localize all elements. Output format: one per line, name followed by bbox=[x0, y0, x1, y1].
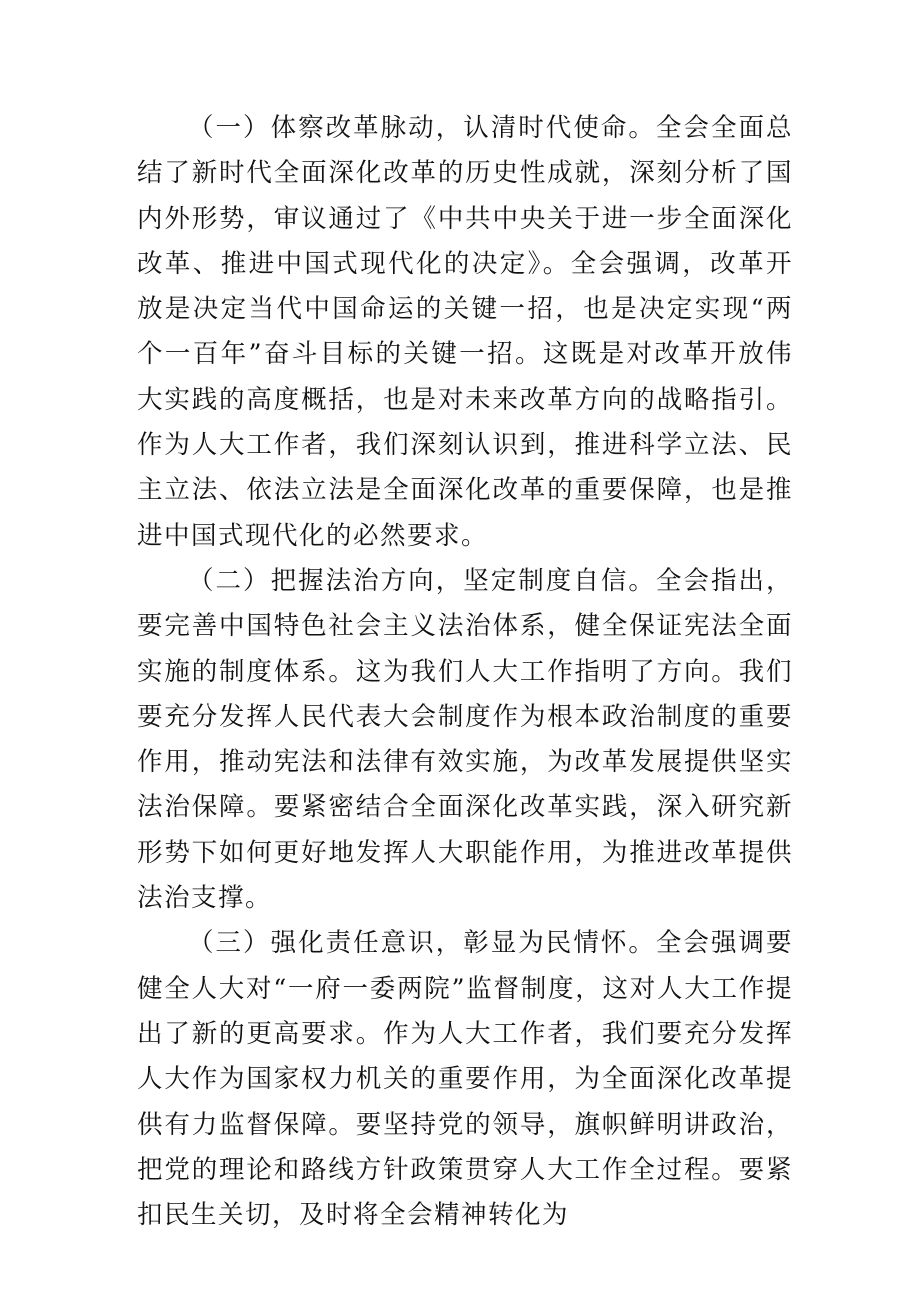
paragraph-rule-of-law: （二）把握法治方向，坚定制度自信。全会指出，要完善中国特色社会主义法治体系，健全保证宪法全面实施的制度体系。这为我们人大工作指明了方向。我们要充分发挥人民代表大会制度作为根本政治制度的重要作用，推动宪法和法律有效实施，为改革发展提供坚实法治保障。要紧密结合全面深化改革实践，深入研究新形势下如何更好地发挥人大职能作用，为推进改革提供法治支撑。 bbox=[137, 565, 793, 914]
document-body bbox=[137, 106, 793, 1238]
paragraph-reform-pulse: （一）体察改革脉动，认清时代使命。全会全面总结了新时代全面深化改革的历史性成就，深刻分析了国内外形势，审议通过了《中共中央关于进一步全面深化改革、推进中国式现代化的决定》。全会强调，改革开放是决定当代中国命运的关键一招，也是决定实现“两个一百年”奋斗目标的关键一招。这既是对改革开放伟大实践的高度概括，也是对未来改革方向的战略指引。作为人大工作者，我们深刻认识到，推进科学立法、民主立法、依法立法是全面深化改革的重要保障，也是推进中国式现代化的必然要求。 bbox=[137, 113, 793, 551]
paragraph-responsibility: （三）强化责任意识，彰显为民情怀。全会强调要健全人大对“一府一委两院”监督制度，这对人大工作提出了新的更高要求。作为人大工作者，我们要充分发挥人大作为国家权力机关的重要作用，为全面深化改革提供有力监督保障。要坚持党的领导，旗帜鲜明讲政治，把党的理论和路线方针政策贯穿人大工作全过程。要紧扣民生关切，及时将全会精神转化为 bbox=[137, 928, 793, 1231]
